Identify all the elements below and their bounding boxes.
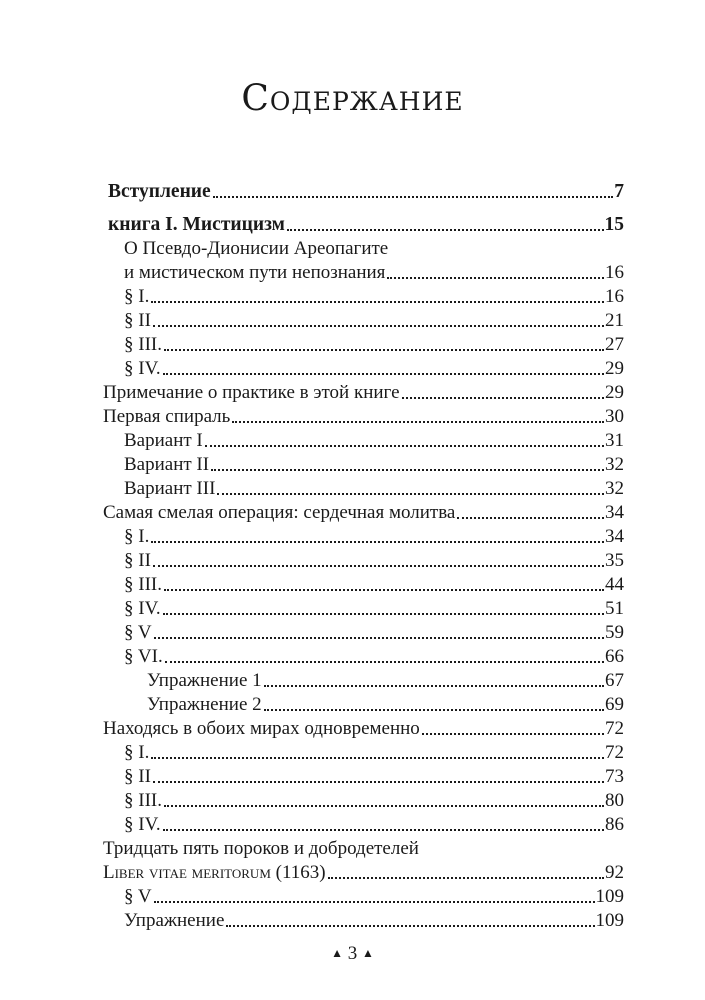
toc-entry-label: Liber vitae meritorum (1163) [103, 862, 326, 883]
toc-entry-page: 35 [605, 550, 624, 571]
toc-entry[interactable] [103, 404, 624, 428]
toc-entry[interactable] [124, 764, 624, 788]
dot-leader [163, 829, 604, 831]
toc-entry-label: и мистическом пути непознания [124, 262, 386, 283]
toc-entry[interactable] [147, 668, 624, 692]
toc-entry-label: § II [124, 550, 151, 571]
toc-entry-label: Упражнение 1 [147, 670, 262, 691]
toc-entry[interactable] [103, 380, 624, 404]
toc-entry[interactable] [124, 908, 624, 932]
page-number: 3 [347, 943, 358, 964]
toc-entry-page: 72 [605, 718, 624, 739]
dot-leader [151, 301, 604, 303]
toc-entry-page: 16 [605, 262, 624, 283]
toc-entry-label: Первая спираль [103, 406, 231, 427]
toc-entry[interactable] [124, 548, 624, 572]
toc-entry[interactable] [103, 836, 624, 860]
ornament-right-icon: ▲ [362, 946, 374, 960]
toc-entry[interactable] [147, 692, 624, 716]
dot-leader [154, 901, 595, 903]
toc-entry-label: § II [124, 766, 151, 787]
toc-entry-page: 21 [605, 310, 624, 331]
toc-entry-page: 67 [605, 670, 624, 691]
dot-leader [213, 196, 614, 198]
toc-entry-label: § III. [124, 790, 162, 811]
toc-entry-label: § IV. [124, 598, 161, 619]
dot-leader [153, 781, 604, 783]
toc-entry-page: 92 [605, 862, 624, 883]
toc-entry-page: 80 [605, 790, 624, 811]
dot-leader [163, 613, 604, 615]
toc-entry-page: 66 [605, 646, 624, 667]
toc-entry-page: 51 [605, 598, 624, 619]
toc-entry[interactable] [124, 476, 624, 500]
dot-leader [264, 685, 604, 687]
toc-entry-page: 29 [605, 358, 624, 379]
toc-entry-page: 109 [595, 910, 624, 931]
toc-entry-label: Вступление [108, 181, 211, 202]
toc-entry[interactable] [124, 596, 624, 620]
dot-leader [387, 277, 604, 279]
dot-leader [422, 733, 604, 735]
toc-entry-label: Вариант I [124, 430, 203, 451]
dot-leader [164, 805, 604, 807]
page-title: Содержание [241, 78, 464, 119]
dot-leader [163, 373, 604, 375]
dot-leader [211, 469, 604, 471]
toc-entry-page: 34 [605, 526, 624, 547]
toc-entry[interactable] [124, 236, 624, 260]
toc-entry-label: § VI. [124, 646, 163, 667]
toc-entry-label: § III. [124, 334, 162, 355]
toc-entry-label: Упражнение 2 [147, 694, 262, 715]
toc-entry[interactable] [124, 452, 624, 476]
toc-entry-label: Вариант III [124, 478, 216, 499]
page-footer [0, 943, 705, 965]
toc-entry-label: § I. [124, 286, 150, 307]
toc-entry[interactable] [124, 524, 624, 548]
toc-entry[interactable] [124, 284, 624, 308]
toc-entry-page: 27 [605, 334, 624, 355]
toc-entry[interactable] [103, 860, 624, 884]
toc-entry-page: 15 [604, 214, 624, 235]
toc-entry-page: 31 [605, 430, 624, 451]
toc-entry-page: 72 [605, 742, 624, 763]
toc-entry-page: 44 [605, 574, 624, 595]
toc-entry-label: § V [124, 886, 152, 907]
toc-entry-page: 32 [605, 478, 624, 499]
dot-leader [232, 421, 604, 423]
toc-entry-page: 7 [614, 181, 624, 202]
toc-entry-page: 29 [605, 382, 624, 403]
dot-leader [151, 757, 604, 759]
toc-entry-label: Упражнение [124, 910, 225, 931]
dot-leader [153, 325, 604, 327]
dot-leader [154, 637, 604, 639]
toc-entry[interactable] [124, 572, 624, 596]
toc-entry[interactable] [124, 644, 624, 668]
toc-entry[interactable] [108, 212, 624, 236]
dot-leader [264, 709, 604, 711]
toc-entry-page: 69 [605, 694, 624, 715]
toc-entry-label: § II [124, 310, 151, 331]
dot-leader [287, 229, 604, 231]
dot-leader [153, 565, 604, 567]
toc-entry-page: 16 [605, 286, 624, 307]
dot-leader [165, 661, 604, 663]
toc-entry[interactable] [124, 332, 624, 356]
toc-entry-page: 34 [605, 502, 624, 523]
toc-entry-label: § V [124, 622, 152, 643]
toc-entry-label: § IV. [124, 814, 161, 835]
toc-entry-label: Тридцать пять пороков и добродетелей [103, 838, 419, 859]
dot-leader [402, 397, 604, 399]
dot-leader [328, 877, 604, 879]
dot-leader [151, 541, 604, 543]
dot-leader [217, 493, 604, 495]
toc-entry-label: Самая смелая операция: сердечная молитва [103, 502, 456, 523]
toc-entry-label: § I. [124, 526, 150, 547]
toc-entry[interactable] [124, 428, 624, 452]
toc-entry-label: О Псевдо-Дионисии Ареопагите [124, 238, 389, 259]
toc-entry-page: 109 [595, 886, 624, 907]
toc-entry-page: 32 [605, 454, 624, 475]
toc-entry[interactable] [124, 884, 624, 908]
toc-entry-label: книга I. Мистицизм [108, 214, 285, 235]
ornament-left-icon: ▲ [331, 946, 343, 960]
dot-leader [164, 349, 604, 351]
toc-entry[interactable] [124, 620, 624, 644]
toc-entry[interactable] [124, 788, 624, 812]
toc-entry-label: Вариант II [124, 454, 210, 475]
toc-entry-label: Находясь в обоих мирах одновременно [103, 718, 420, 739]
toc-entry[interactable] [124, 740, 624, 764]
toc-entry-page: 73 [605, 766, 624, 787]
dot-leader [205, 445, 604, 447]
toc-entry[interactable] [124, 308, 624, 332]
toc-entry-label: § I. [124, 742, 150, 763]
dot-leader [226, 925, 594, 927]
toc-entry-page: 30 [605, 406, 624, 427]
toc-entry-label: Примечание о практике в этой книге [103, 382, 400, 403]
toc-entry[interactable] [124, 812, 624, 836]
toc-entry[interactable] [103, 716, 624, 740]
toc-entry-page: 59 [605, 622, 624, 643]
toc-entry[interactable] [103, 500, 624, 524]
toc-entry-page: 86 [605, 814, 624, 835]
dot-leader [457, 517, 604, 519]
toc-entry[interactable] [124, 356, 624, 380]
dot-leader [164, 589, 604, 591]
toc-entry[interactable] [108, 179, 624, 203]
toc-entry[interactable] [124, 260, 624, 284]
toc-entry-label: § IV. [124, 358, 161, 379]
toc-entry-label: § III. [124, 574, 162, 595]
